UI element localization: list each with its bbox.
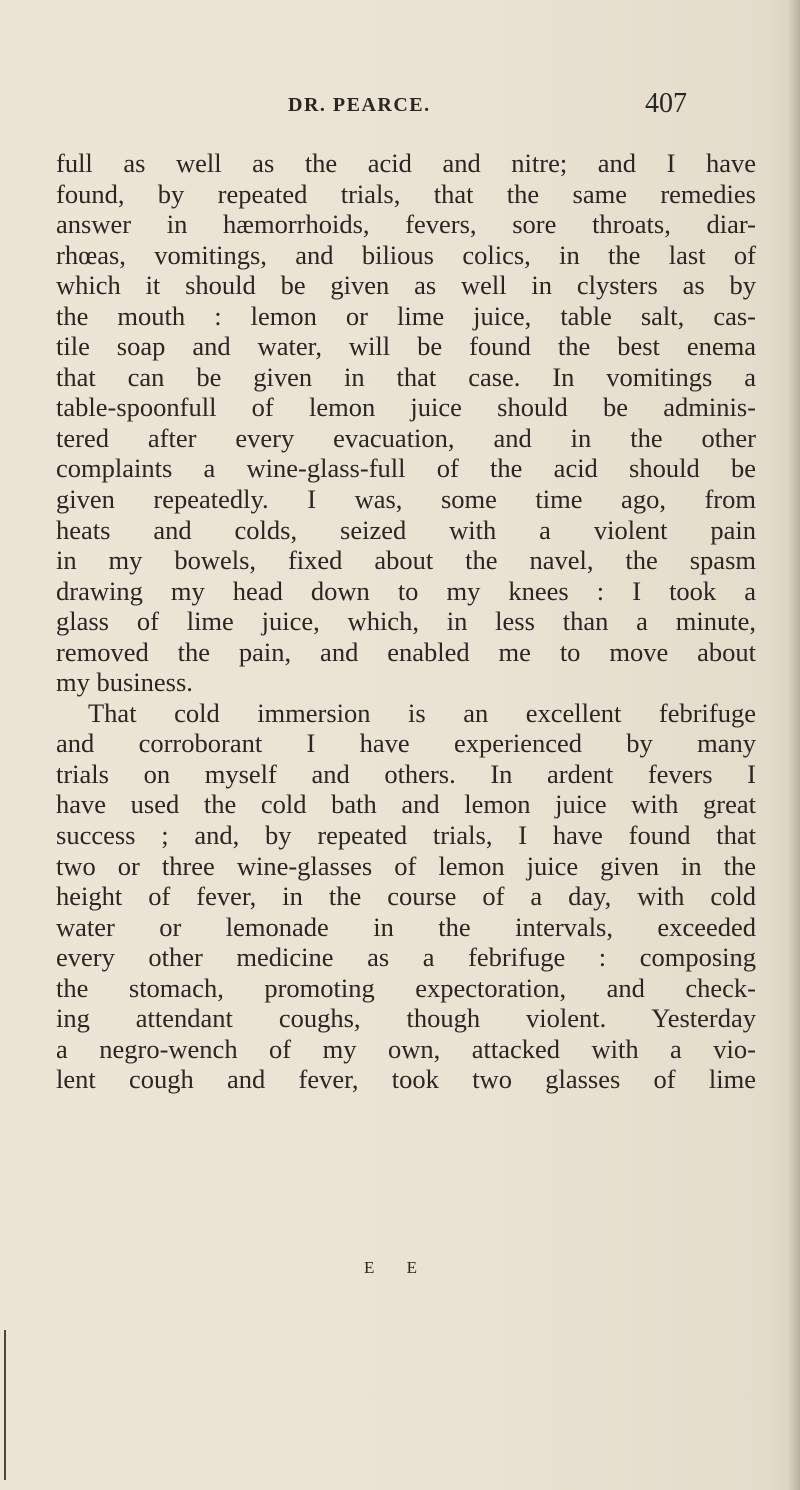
text-line: lent cough and fever, took two glasses of lime: [56, 1064, 756, 1095]
text-line: glass of lime juice, which, in less than a minute,: [56, 606, 756, 637]
text-line: every other medicine as a febrifuge : composing: [56, 942, 756, 973]
text-line: given repeatedly. I was, some time ago, from: [56, 484, 756, 515]
text-line: that can be given in that case. In vomitings a: [56, 361, 756, 392]
page-edge-shadow: [788, 0, 800, 1490]
text-line: heats and colds, seized with a violent pain: [56, 514, 756, 545]
text-line: drawing my head down to my knees : I took a: [56, 575, 756, 606]
text-line: have used the cold bath and lemon juice with great: [56, 789, 756, 820]
text-line: tered after every evacuation, and in the other: [56, 422, 756, 453]
body-text: [56, 148, 756, 1095]
text-line: table-spoonfull of lemon juice should be adminis-: [56, 392, 756, 423]
text-line: rhœas, vomitings, and bilious colics, in the last of: [56, 239, 756, 270]
running-title: DR. PEARCE.: [288, 94, 431, 116]
text-line: tile soap and water, will be found the best enema: [56, 331, 756, 362]
text-line: in my bowels, fixed about the navel, the spasm: [56, 545, 756, 576]
text-line: water or lemonade in the intervals, exceeded: [56, 911, 756, 942]
text-line: the mouth : lemon or lime juice, table salt, cas-: [56, 300, 756, 331]
text-line: two or three wine-glasses of lemon juice given in the: [56, 850, 756, 881]
text-line: found, by repeated trials, that the same remedies: [56, 178, 756, 209]
text-line: trials on myself and others. In ardent fevers I: [56, 758, 756, 789]
text-line: full as well as the acid and nitre; and I have: [56, 148, 756, 178]
page-number: 407: [645, 88, 687, 119]
paragraph-start-line: That cold immersion is an excellent febrifuge: [88, 697, 756, 728]
text-line: height of fever, in the course of a day, with cold: [56, 881, 756, 912]
signature-mark: E E: [364, 1258, 432, 1277]
text-line: ing attendant coughs, though violent. Yesterday: [56, 1003, 756, 1034]
text-line: complaints a wine-glass-full of the acid should be: [56, 453, 756, 484]
text-line: which it should be given as well in clysters as by: [56, 270, 756, 301]
text-line: and corroborant I have experienced by many: [56, 728, 756, 759]
text-line: removed the pain, and enabled me to move about: [56, 636, 756, 667]
text-line: success ; and, by repeated trials, I have found that: [56, 820, 756, 851]
text-line: the stomach, promoting expectoration, and check-: [56, 972, 756, 1003]
running-head: [0, 88, 800, 128]
paragraph-end-line: my business.: [56, 667, 193, 698]
text-line: answer in hæmorrhoids, fevers, sore throats, diar-: [56, 209, 756, 240]
binding-edge-mark: [4, 1330, 6, 1480]
text-line: a negro-wench of my own, attacked with a vio-: [56, 1033, 756, 1064]
